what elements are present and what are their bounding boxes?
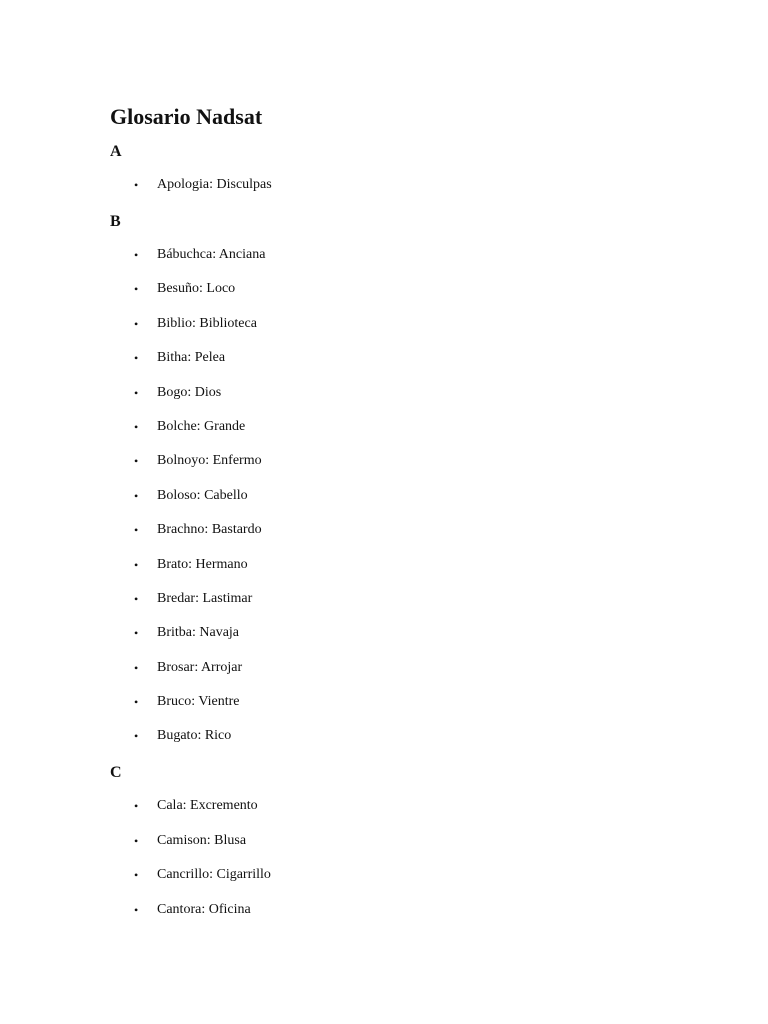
glossary-entry	[110, 314, 710, 348]
bullet-icon: •	[134, 523, 139, 538]
entry-text: Bugato: Rico	[157, 728, 232, 744]
glossary-entry	[110, 486, 710, 520]
glossary-entry	[110, 279, 710, 313]
glossary-entry	[110, 900, 710, 922]
entry-text: Cancrillo: Cigarrillo	[157, 867, 271, 883]
entry-text: Brachno: Bastardo	[157, 522, 262, 538]
section-letter: B	[110, 213, 121, 230]
section-b	[110, 211, 710, 748]
glossary-entry	[110, 865, 710, 899]
bullet-icon: •	[134, 799, 139, 814]
glossary-entry	[110, 555, 710, 589]
glossary-entry	[110, 658, 710, 692]
glossary-entry	[110, 831, 710, 865]
bullet-icon: •	[134, 660, 139, 675]
entry-text: Bredar: Lastimar	[157, 590, 253, 606]
glossary-entry	[110, 692, 710, 726]
document-page	[110, 100, 710, 936]
glossary-entry	[110, 796, 710, 830]
entry-text: Bruco: Vientre	[157, 694, 240, 710]
entry-text: Boloso: Cabello	[157, 487, 248, 503]
bullet-icon: •	[134, 351, 139, 366]
entry-text: Besuño: Loco	[157, 281, 236, 297]
bullet-icon: •	[134, 695, 139, 710]
entry-text: Biblio: Biblioteca	[157, 315, 257, 331]
entry-text: Britba: Navaja	[157, 625, 240, 641]
bullet-icon: •	[134, 591, 139, 606]
glossary-entry	[110, 589, 710, 623]
entry-text: Bitha: Pelea	[157, 350, 226, 366]
bullet-icon: •	[134, 729, 139, 744]
entry-text: Apologia: Disculpas	[157, 177, 272, 192]
bullet-icon: •	[134, 557, 139, 572]
glossary-entry	[110, 245, 710, 279]
bullet-icon: •	[134, 626, 139, 641]
glossary-entry	[110, 520, 710, 554]
bullet-icon: •	[134, 868, 139, 883]
bullet-icon: •	[134, 282, 139, 297]
section-c	[110, 762, 710, 921]
document-title: Glosario Nadsat	[110, 104, 263, 129]
section-letter: A	[110, 143, 122, 160]
entry-text: Cantora: Oficina	[157, 901, 251, 917]
glossary-entry	[110, 726, 710, 748]
bullet-icon: •	[134, 248, 139, 262]
entry-text: Bolnoyo: Enfermo	[157, 453, 262, 469]
entry-text: Brato: Hermano	[157, 556, 248, 572]
bullet-icon: •	[134, 454, 139, 469]
glossary-list	[110, 175, 710, 197]
bullet-icon: •	[134, 178, 139, 192]
bullet-icon: •	[134, 385, 139, 400]
entry-text: Bogo: Dios	[157, 384, 222, 400]
glossary-entry	[110, 175, 710, 197]
entry-text: Camison: Blusa	[157, 832, 247, 848]
bullet-icon: •	[134, 488, 139, 503]
section-a	[110, 141, 710, 197]
entry-text: Bolche: Grande	[157, 418, 246, 434]
glossary-entry	[110, 451, 710, 485]
bullet-icon: •	[134, 419, 139, 434]
glossary-entry	[110, 348, 710, 382]
glossary-entry	[110, 417, 710, 451]
bullet-icon: •	[134, 316, 139, 331]
bullet-icon: •	[134, 833, 139, 848]
bullet-icon: •	[134, 902, 139, 917]
entry-text: Cala: Excremento	[157, 798, 258, 814]
entry-text: Brosar: Arrojar	[157, 659, 243, 675]
glossary-entry	[110, 623, 710, 657]
glossary-entry	[110, 383, 710, 417]
glossary-list	[110, 245, 710, 748]
entry-text: Bábuchca: Anciana	[157, 247, 266, 262]
section-letter: C	[110, 764, 122, 782]
glossary-list	[110, 796, 710, 921]
